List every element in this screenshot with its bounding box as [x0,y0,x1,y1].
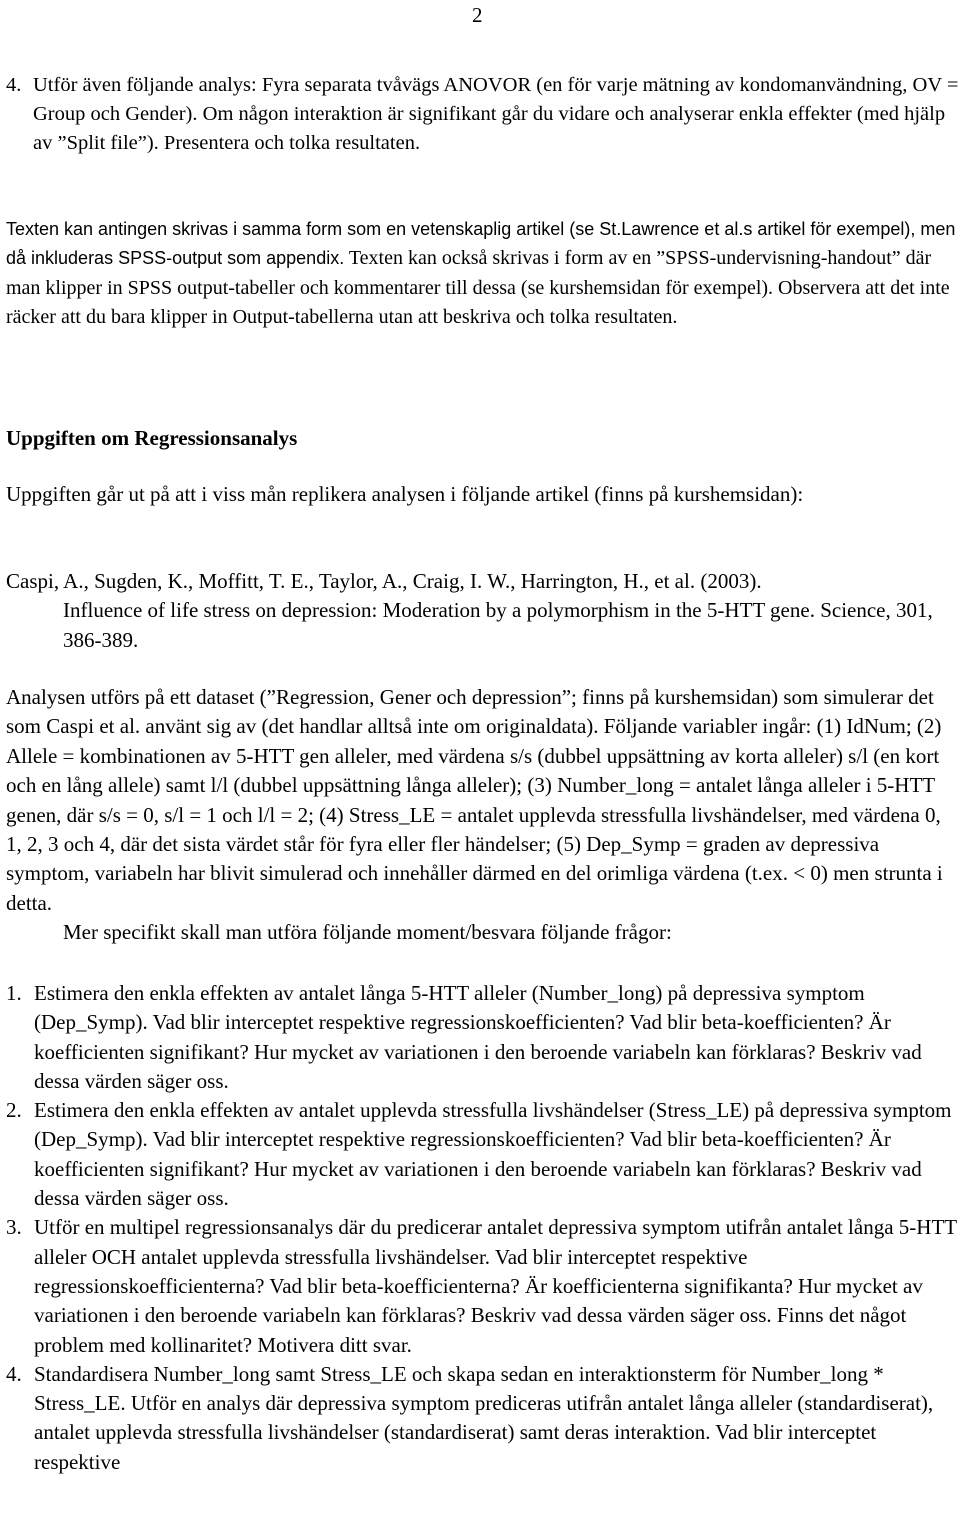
task-number: 4. [6,1361,22,1386]
task-text: Utför en multipel regressionsanalys där du predicerar antalet depressiva symptom utifrån antalet långa 5-HTT alleler OCH antalet upplevda stressfulla livshändelser. Vad blir interceptet respektive regressionskoefficienterna? Vad blir beta-koefficienterna? Är koefficienterna signifikanta? Hur mycket av variationen i den beroende variabeln kan förklaras? Beskriv vad dessa värden säger oss. Finns det något problem med kollinaritet? Motivera ditt svar. [34,1215,957,1357]
dataset-description-paragraph [6,683,960,948]
task-item-4 [6,1360,960,1477]
task-number: 2. [6,1098,22,1123]
reference-citation [6,567,960,655]
format-instructions-paragraph [6,215,960,333]
format-instructions-sans-text: Texten kan antingen skrivas i samma form som en vetenskaplig artikel (se St.Lawrence et al.s artikel för exempel), men då inkluderas SPSS-output som appendix. [6,219,956,269]
reference-title: Influence of life stress on depression: Moderation by a polymorphism in the 5-HTT gene. Science, 301, 386-389. [63,598,933,652]
list-item-4-anova [6,71,960,158]
regression-task-list [6,979,960,1477]
task-item-1 [6,979,960,1096]
task-text: Standardisera Number_long samt Stress_LE och skapa sedan en interaktionsterm för Number_long * Stress_LE. Utför en analys där depressiva symptom prediceras utifrån antalet långa alleler (standardiserat), antalet upplevda stressfulla livshändelser (standardiserat) samt deras interaktion. Vad blir interceptet respektive [34,1361,934,1474]
task-number: 1. [6,981,22,1005]
reference-authors: Caspi, A., Sugden, K., Moffitt, T. E., Taylor, A., Craig, I. W., Harrington, H., et al. (2003). [6,569,762,593]
page-number: 2 [472,3,483,27]
task-item-2 [6,1096,960,1213]
list-item-number: 4. [6,74,22,96]
format-instructions-serif-text: Texten kan också skrivas i form av en ”SPSS-undervisning-handout” där man klipper in SPSS output-tabeller och kommentarer till dessa (se kurshemsidan för exempel). Observera att det inte räcker att du bara klipper in Output-tabellerna utan att beskriva och tolka resultaten. [6,247,950,329]
dataset-description-text: Analysen utförs på ett dataset (”Regression, Gener och depression”; finns på kurshemsidan) som simulerar det som Caspi et al. använt sig av (det handlar alltså inte om originaldata). Följande variabler ingår: (1) IdNum; (2) Allele = kombinationen av 5-HTT gen alleler, med värdena s/s (dubbel uppsättning av korta alleler) s/l (en kort och en lång allele) samt l/l (dubbel uppsättning långa alleler); (3) Number_long = antalet långa alleler i 5-HTT genen, där s/s = 0, s/l = 1 och l/l = 2; (4) Stress_LE = antalet upplevda stressfulla livshändelser, med värdena 0, 1, 2, 3 och 4, där det sista värdet står för fyra eller fler händelser; (5) Dep_Symp = graden av depressiva symptom, variabeln har blivit simulerad och innehåller därmed en del orimliga värdena (t.ex. < 0) men strunta i detta. [6,685,943,915]
task-item-3 [6,1213,960,1359]
task-text: Estimera den enkla effekten av antalet långa 5-HTT alleler (Number_long) på depressiva symptom (Dep_Symp). Vad blir interceptet respektive regressionskoefficienten? Vad blir beta-koefficienten? Är koefficienten signifikant? Hur mycket av variationen i den beroende variabeln kan förklaras? Beskriv vad dessa värden säger oss. [34,981,922,1093]
task-text: Estimera den enkla effekten av antalet upplevda stressfulla livshändelser (Stress_LE) på depressiva symptom (Dep_Symp). Vad blir interceptet respektive regressionskoefficienten? Vad blir beta-koefficienten? Är koefficienten signifikant? Hur mycket av variationen i den beroende variabeln kan förklaras? Beskriv vad dessa värden säger oss. [34,1098,952,1211]
moment-intro-text: Mer specifikt skall man utföra följande moment/besvara följande frågor: [63,920,672,945]
section-heading: Uppgiften om Regressionsanalys [6,426,298,450]
list-item-text: Utför även följande analys: Fyra separata tvåvägs ANOVOR (en för varje mätning av kondomanvändning, OV = Group och Gender). Om någon interaktion är signifikant går du vidare och analyserar enkla effekter (med hjälp av ”Split file”). Presentera och tolka resultaten. [33,74,959,154]
section-intro-paragraph: Uppgiften går ut på att i viss mån replikera analysen i följande artikel (finns på kurshemsidan): [6,482,804,506]
task-number: 3. [6,1215,22,1240]
